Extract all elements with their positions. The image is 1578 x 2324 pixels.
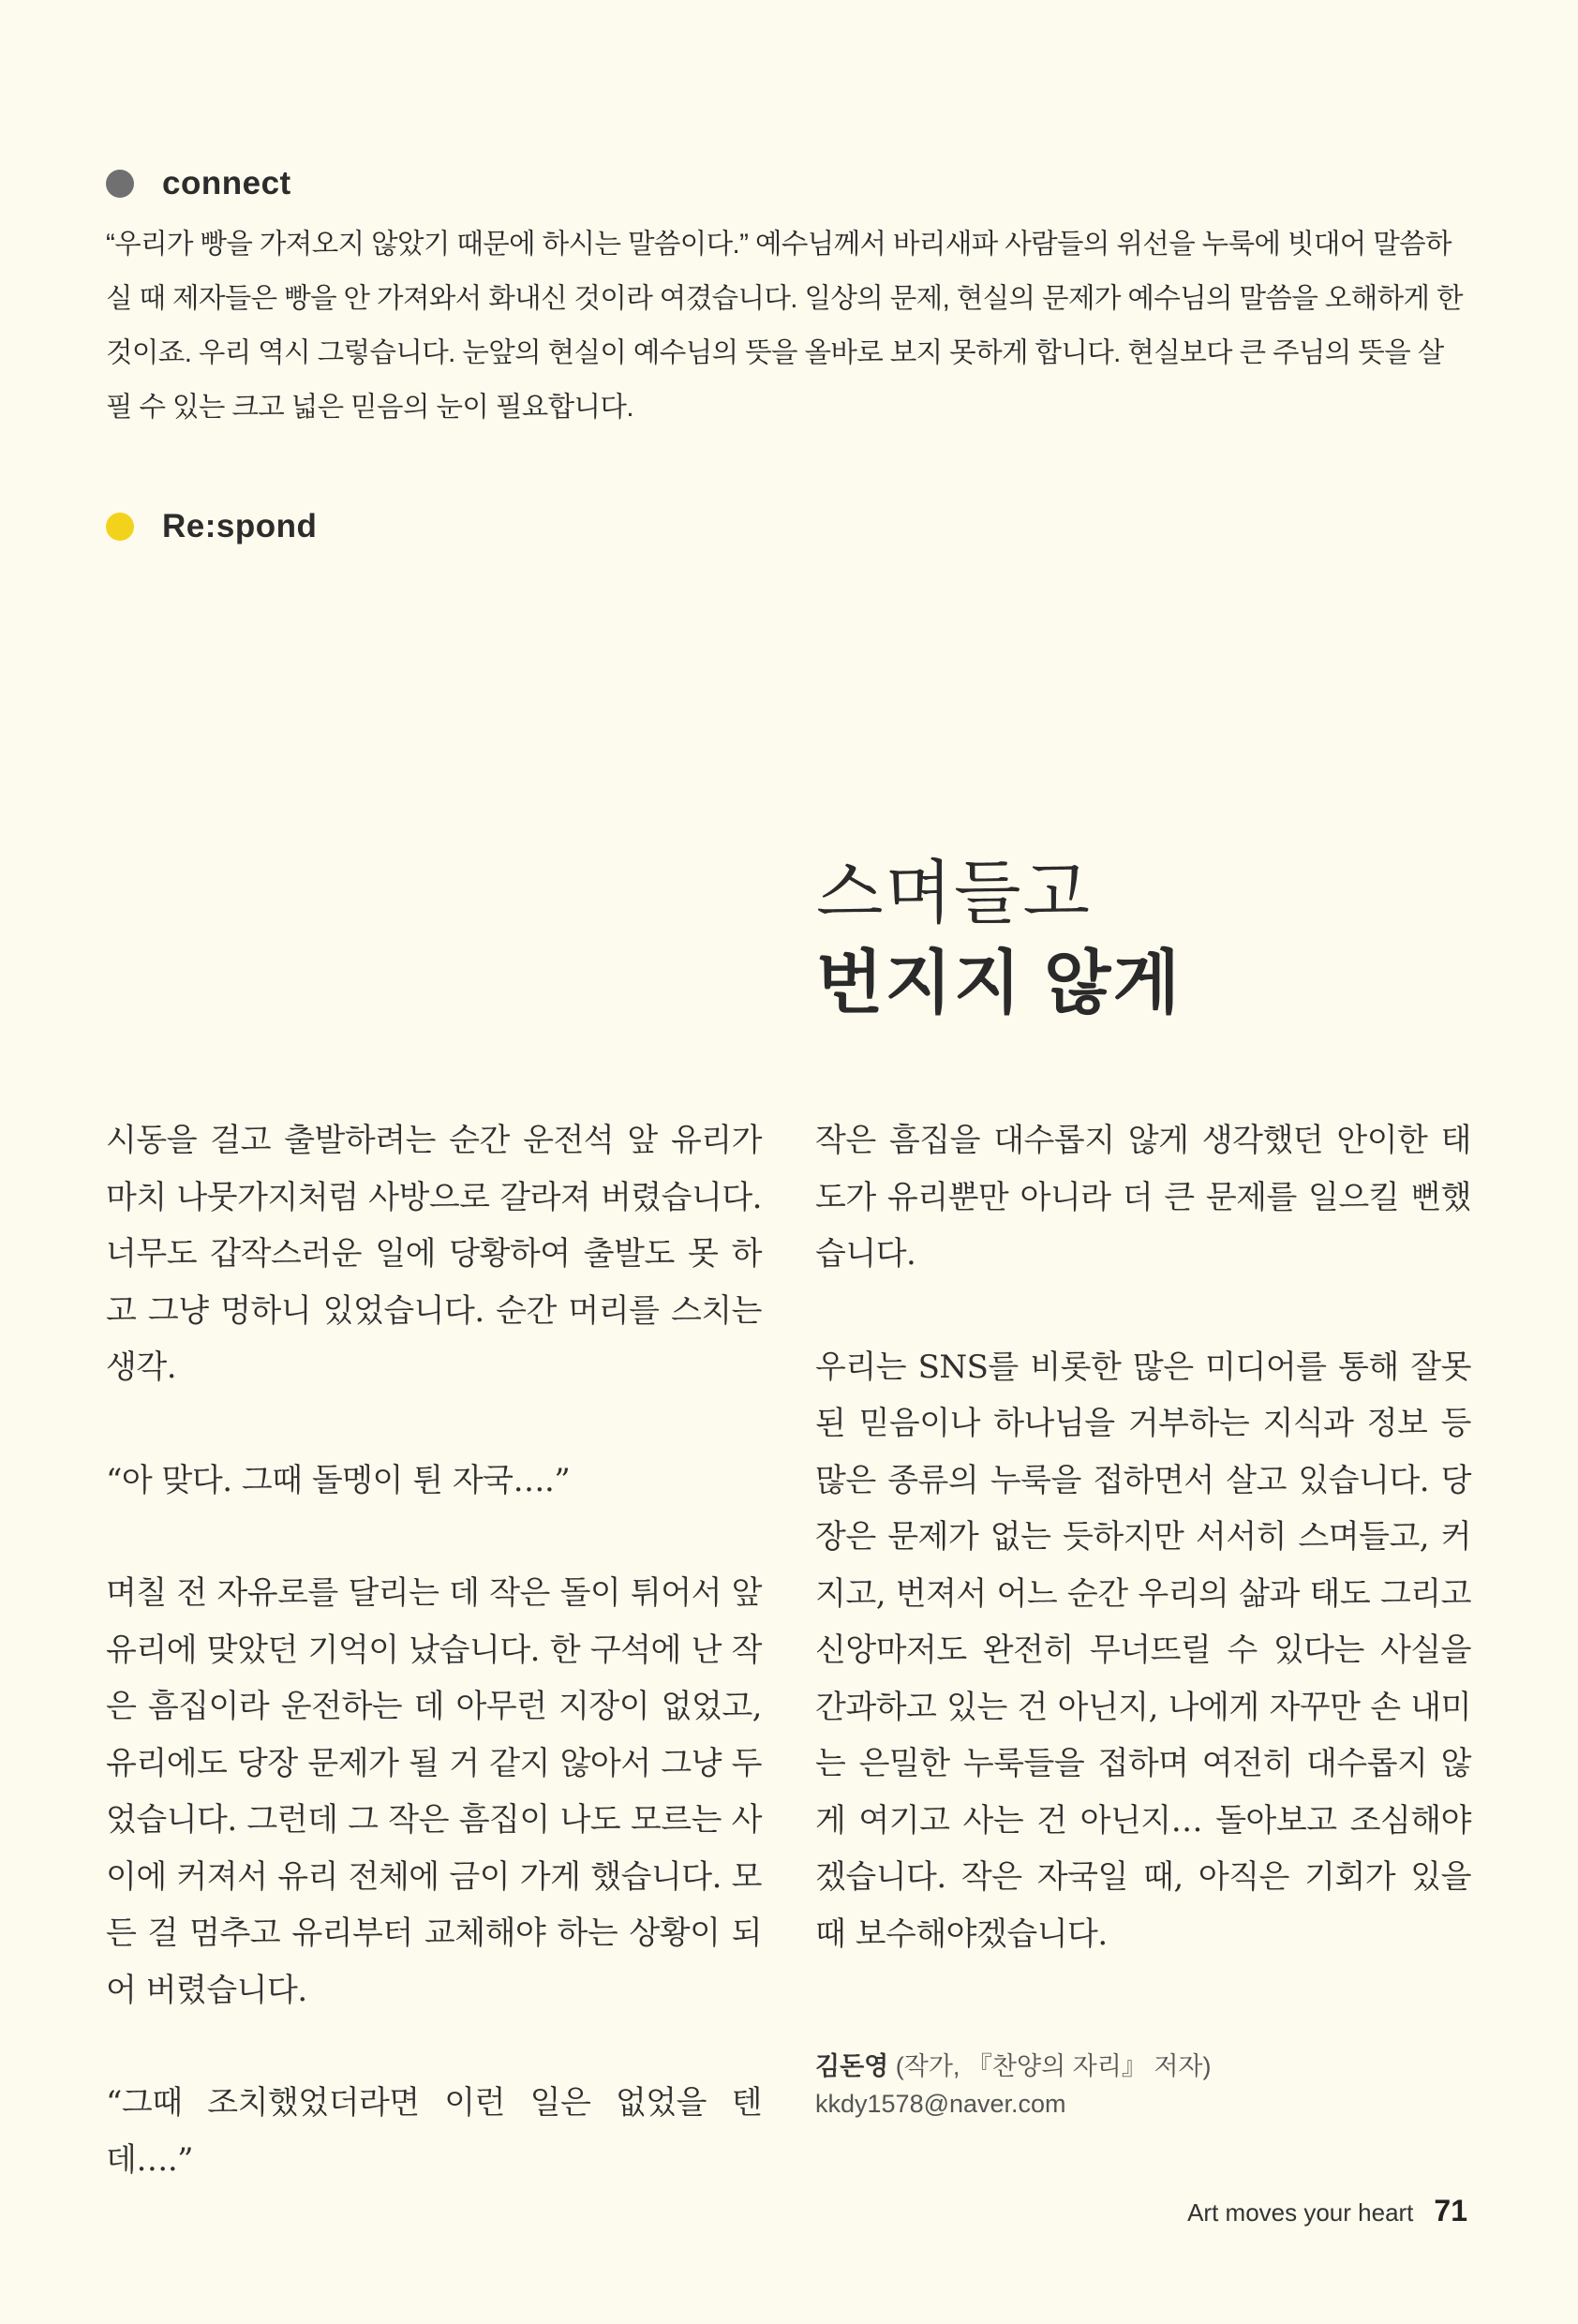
connect-section-header: [106, 165, 291, 202]
connect-body-text: “우리가 빵을 가져오지 않았기 때문에 하시는 말씀이다.” 예수님께서 바리새파 사람들의 위선을 누룩에 빗대어 말씀하실 때 제자들은 빵을 안 가져와서 화내신 것이라 여겼습니다. 일상의 문제, 현실의 문제가 예수님의 말씀을 오해하게 한 것이죠. 우리 역시 그렇습니다. 눈앞의 현실이 예수님의 뜻을 올바로 보지 못하게 합니다. 현실보다 큰 주님의 뜻을 살필 수 있는 크고 넓은 믿음의 눈이 필요합니다.: [106, 229, 1463, 423]
yellow-bullet-icon: [106, 513, 134, 541]
author-name: 김돈영: [815, 2052, 889, 2080]
article-quote: “아 맞다. 그때 돌멩이 튄 자국….”: [106, 1461, 571, 1499]
page-footer: [1187, 2194, 1467, 2228]
article-left-column: [106, 1112, 762, 2244]
author-email: kkdy1578@naver.com: [815, 2090, 1066, 2118]
gray-bullet-icon: [106, 170, 134, 198]
connect-label: connect: [162, 165, 291, 201]
article-right-column: [815, 1112, 1471, 2019]
article-paragraph: 우리는 SNS를 비롯한 많은 미디어를 통해 잘못된 믿음이나 하나님을 거부하는 지식과 정보 등 많은 종류의 누룩을 접하면서 살고 있습니다. 당장은 문제가 없는 듯하지만 서서히 스며들고, 커지고, 번져서 어느 순간 우리의 삶과 태도 그리고 신앙마저도 완전히 무너뜨릴 수 있다는 사실을 간과하고 있는 건 아닌지, 나에게 자꾸만 손 내미는 은밀한 누룩들을 접하며 여전히 대수롭지 않게 여기고 사는 건 아닌지… 돌아보고 조심해야겠습니다. 작은 자국일 때, 아직은 기회가 있을 때 보수해야겠습니다.: [815, 1348, 1471, 1953]
author-role: (작가, 『찬양의 자리』 저자): [888, 2052, 1212, 2080]
article-paragraph: 시동을 걸고 출발하려는 순간 운전석 앞 유리가 마치 나뭇가지처럼 사방으로 갈라져 버렸습니다. 너무도 갑작스러운 일에 당황하여 출발도 못 하고 그냥 멍하니 있었습니다. 순간 머리를 스치는 생각.: [106, 1122, 762, 1386]
article-paragraph: 며칠 전 자유로를 달리는 데 작은 돌이 튀어서 앞 유리에 맞았던 기억이 났습니다. 한 구석에 난 작은 흠집이라 운전하는 데 아무런 지장이 없었고, 유리에도 당장 문제가 될 거 같지 않아서 그냥 두었습니다. 그런데 그 작은 흠집이 나도 모르는 사이에 커져서 유리 전체에 금이 가게 했습니다. 모든 걸 멈추고 유리부터 교체해야 하는 상황이 되어 버렸습니다.: [106, 1574, 762, 2009]
author-byline: [815, 2048, 1211, 2123]
article-paragraph: 작은 흠집을 대수롭지 않게 생각했던 안이한 태도가 유리뿐만 아니라 더 큰 문제를 일으킬 뻔했습니다.: [815, 1122, 1471, 1273]
respond-section-header: [106, 508, 317, 545]
article-title-line2: 번지지 않게: [816, 944, 1182, 1021]
article-title: [816, 848, 1182, 1028]
respond-label: Re:spond: [162, 508, 318, 544]
footer-tagline: Art moves your heart: [1187, 2198, 1414, 2227]
article-title-line1: 스며들고: [816, 854, 1092, 931]
article-quote: “그때 조치했었더라면 이런 일은 없었을 텐데….”: [106, 2084, 762, 2179]
page-number: 71: [1434, 2194, 1467, 2227]
